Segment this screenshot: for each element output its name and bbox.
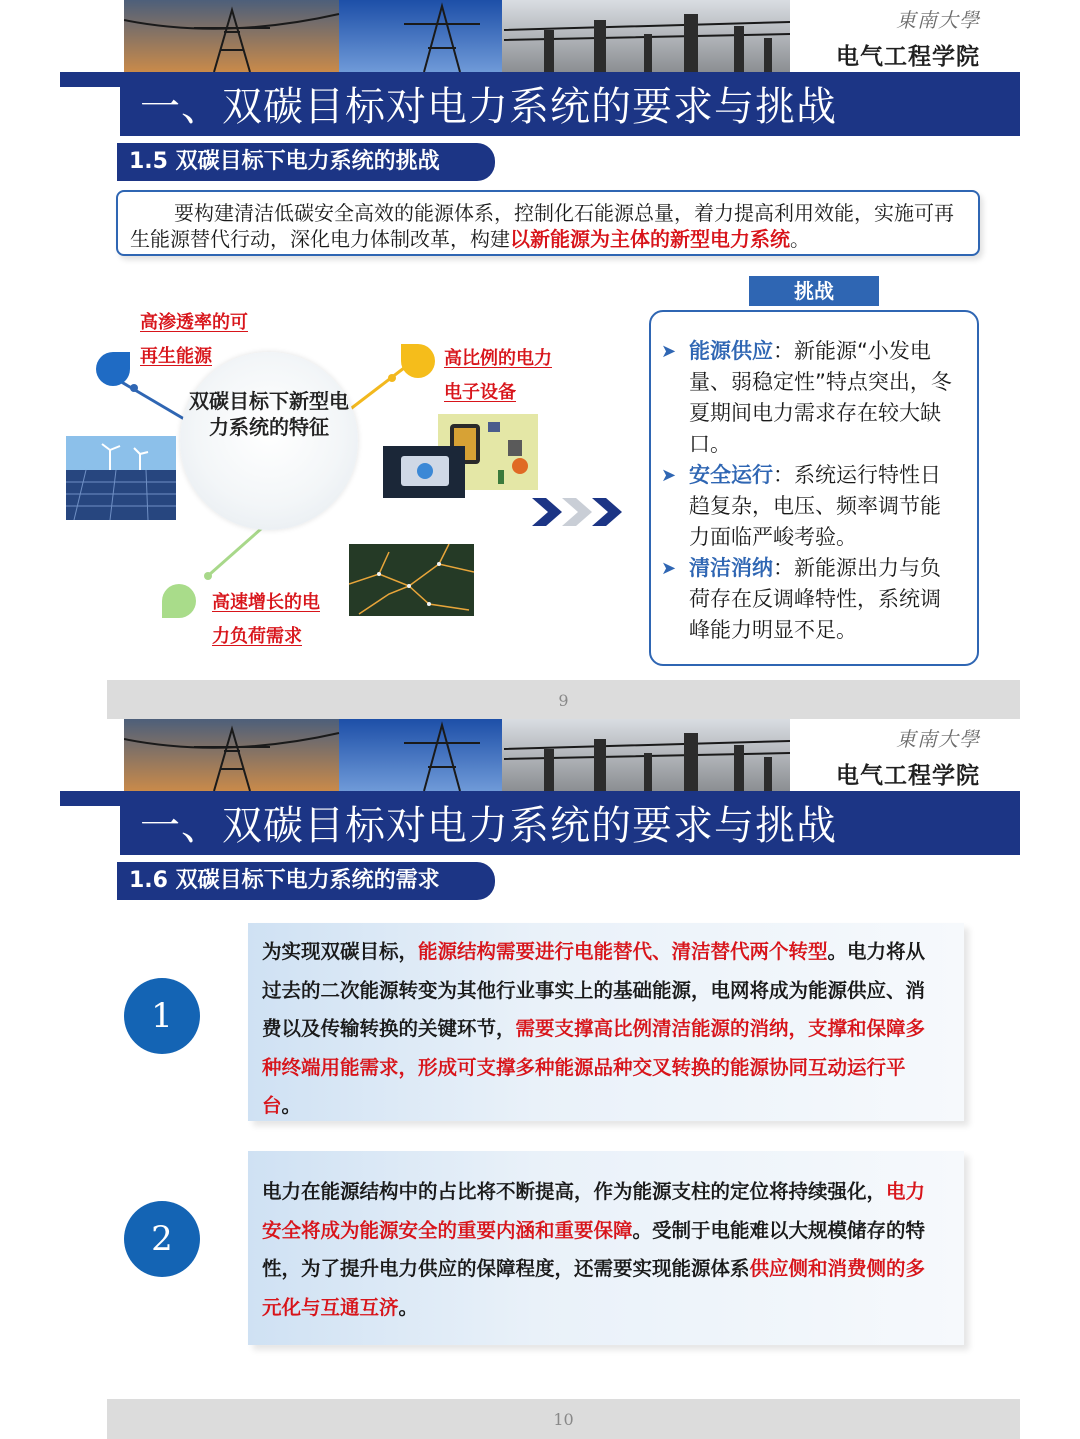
section-heading: 1.6 双碳目标下电力系统的需求 bbox=[117, 862, 495, 900]
challenge-tag: 挑战 bbox=[749, 276, 879, 306]
number-badge: 1 bbox=[124, 978, 200, 1054]
intro-text: 要构建清洁低碳安全高效的能源体系，控制化石能源总量，着力提高利用效能，实施可再生能源替代行动，深化电力体制改革，构建 bbox=[130, 201, 954, 251]
intro-highlight: 以新能源为主体的新型电力系统 bbox=[510, 227, 790, 251]
need-highlight: 需要支撑高比例清洁能源的消纳，支撑和保障多种终端用能需求，形成可支撑多种能源品种交叉转换的能源协同互动运行平台 bbox=[262, 1017, 926, 1117]
university-logo: 東南大學 bbox=[896, 8, 980, 32]
yellow-drop-icon bbox=[401, 344, 435, 378]
title-bar-accent bbox=[60, 791, 122, 806]
challenge-text: ：新能源出力与负荷存在反调峰特性，系统调峰能力明显不足。 bbox=[689, 556, 941, 642]
feature-line: 高渗透率的可 bbox=[140, 312, 248, 333]
challenge-keyword: 安全运行 bbox=[689, 463, 773, 487]
challenge-text: ：新能源“小发电量、弱稳定性”特点突出，冬夏期间电力需求存在较大缺口。 bbox=[689, 339, 952, 456]
need-highlight: 能源结构需要进行电能替代、清洁替代两个转型 bbox=[418, 940, 828, 963]
center-circle bbox=[180, 352, 358, 530]
power-tower-photo bbox=[124, 0, 790, 72]
need-box-1 bbox=[248, 923, 964, 1121]
logo-area bbox=[790, 719, 1020, 791]
feature-line: 电子设备 bbox=[444, 382, 516, 403]
challenge-item bbox=[661, 553, 959, 646]
university-logo: 東南大學 bbox=[896, 727, 980, 751]
arrow-icon: ➤ bbox=[661, 465, 677, 486]
blue-drop-icon bbox=[96, 352, 130, 386]
need-highlight: 供应侧和消费侧的多元化与互通互济 bbox=[262, 1257, 926, 1319]
chevron-arrows-icon bbox=[532, 494, 628, 530]
feature-load-growth bbox=[212, 586, 320, 654]
page-title: 一、双碳目标对电力系统的要求与挑战 bbox=[120, 791, 1020, 855]
need-text: 。 bbox=[281, 1094, 302, 1117]
need-box-2 bbox=[248, 1151, 964, 1345]
need-text: 为实现双碳目标， bbox=[262, 940, 419, 963]
feature-renewables bbox=[140, 306, 248, 374]
challenge-box bbox=[649, 310, 979, 666]
page-title: 一、双碳目标对电力系统的要求与挑战 bbox=[120, 72, 1020, 136]
feature-line: 高比例的电力 bbox=[444, 348, 552, 369]
challenge-keyword: 清洁消纳 bbox=[689, 556, 773, 580]
header-photo-strip bbox=[124, 0, 790, 72]
number-badge: 2 bbox=[124, 1201, 200, 1277]
challenge-item bbox=[661, 336, 959, 460]
need-text: 。电力将从过去的二次能源转变为其他行业事实上的基础能源，电网将成为能源供应、消费以及传输转换的关键环节， bbox=[262, 940, 926, 1040]
section-heading: 1.5 双碳目标下电力系统的挑战 bbox=[117, 143, 495, 181]
green-drop-icon bbox=[162, 584, 196, 618]
feature-line: 再生能源 bbox=[140, 346, 212, 367]
challenge-keyword: 能源供应 bbox=[689, 339, 773, 363]
page-number: 9 bbox=[107, 680, 1020, 720]
challenge-text: ：系统运行特性日趋复杂，电压、频率调节能力面临严峻考验。 bbox=[689, 463, 941, 549]
school-name: 电气工程学院 bbox=[836, 44, 980, 70]
need-text: 。受制于电能难以大规模储存的特性，为了提升电力供应的保障程度，还需要实现能源体系 bbox=[262, 1218, 926, 1280]
header-photo-strip bbox=[124, 719, 790, 791]
challenge-item bbox=[661, 460, 959, 553]
slide-10 bbox=[0, 719, 1080, 1439]
school-name: 电气工程学院 bbox=[836, 763, 980, 789]
title-bar-accent bbox=[60, 72, 122, 87]
feature-line: 高速增长的电 bbox=[212, 592, 320, 613]
smartphone-photo bbox=[383, 446, 465, 498]
page-number: 10 bbox=[107, 1399, 1020, 1439]
intro-box bbox=[116, 190, 980, 256]
logo-area bbox=[790, 0, 1020, 72]
grid-map-photo bbox=[349, 544, 474, 616]
feature-line: 力负荷需求 bbox=[212, 626, 302, 647]
power-tower-photo bbox=[124, 719, 790, 791]
need-highlight: 电力安全将成为能源安全的重要内涵和重要保障 bbox=[262, 1180, 926, 1242]
center-label: 双碳目标下新型电力系统的特征 bbox=[189, 389, 349, 439]
intro-end: 。 bbox=[790, 227, 810, 251]
arrow-icon: ➤ bbox=[661, 558, 677, 579]
feature-power-electronics bbox=[444, 342, 552, 410]
need-text: 。 bbox=[398, 1295, 419, 1319]
need-text: 电力在能源结构中的占比将不断提高，作为能源支柱的定位将持续强化， bbox=[262, 1180, 887, 1203]
arrow-icon: ➤ bbox=[661, 341, 677, 362]
solar-wind-photo bbox=[66, 436, 176, 520]
